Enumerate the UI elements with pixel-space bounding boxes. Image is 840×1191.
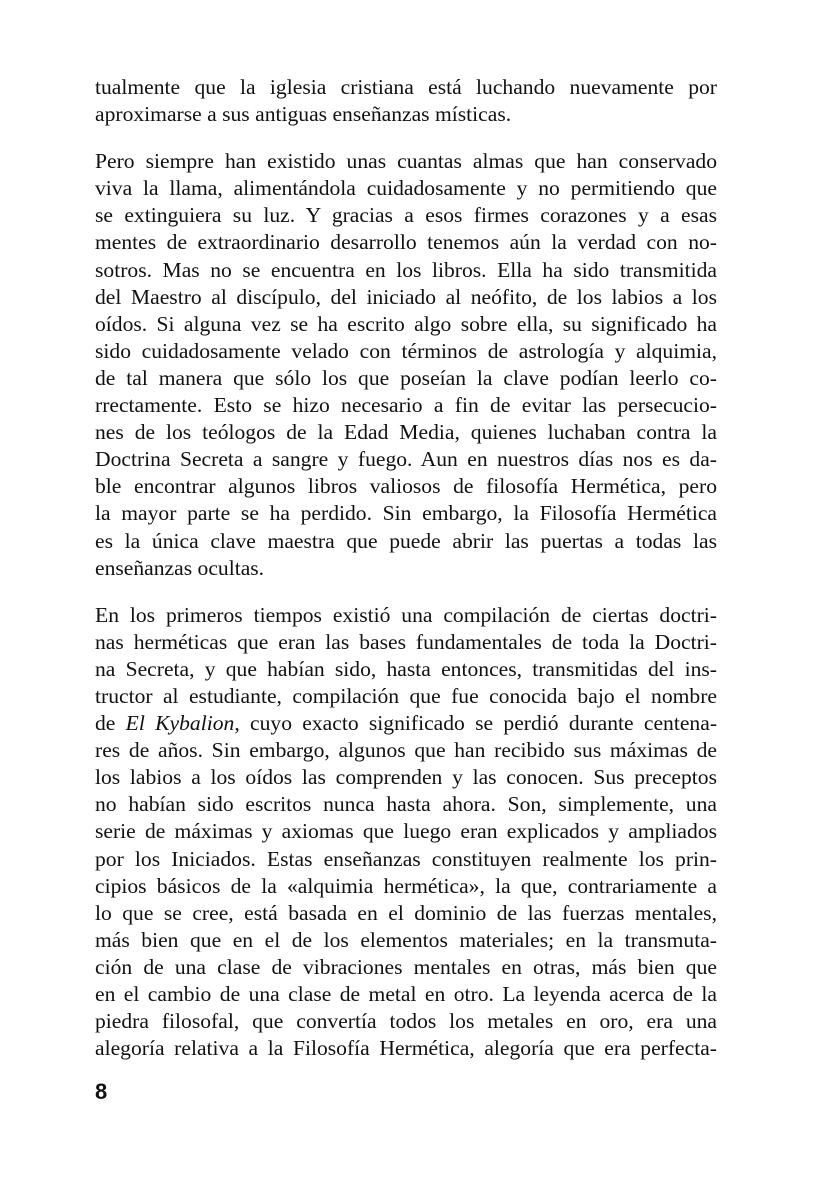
text-line: se extinguiera su luz. Y gracias a esos firmes corazones y a esas [95,203,717,228]
body-text [95,74,717,1062]
text-line: aproximarse a sus antiguas enseñanzas místicas. [95,102,512,127]
text-line-end: , cuyo exacto significado se perdió durante centena- [234,711,718,736]
text-line: los labios a los oídos las comprenden y las conocen. Sus preceptos [95,765,717,790]
text-line: cipios básicos de la «alquimia hermética», la que, contrariamente a [95,873,717,898]
text-line: rrectamente. Esto se hizo necesario a fin de evitar las persecucio- [95,393,717,418]
text-line-start: de [95,711,126,736]
page-number: 8 [95,1079,108,1104]
text-line: nas herméticas que eran las bases fundamentales de toda la Doctri- [95,629,717,654]
text-line: Pero siempre han existido unas cuantas almas que han conservado [95,149,717,174]
text-line: enseñanzas ocultas. [95,555,265,580]
text-line: piedra filosofal, que convertía todos los metales en oro, era una [95,1009,717,1034]
text-line: es la única clave maestra que puede abrir las puertas a todas las [95,528,717,553]
text-line: nes de los teólogos de la Edad Media, quienes luchaban contra la [95,420,717,445]
text-line: mentes de extraordinario desarrollo tenemos aún la verdad con no- [95,230,717,255]
text-line: más bien que en el de los elementos materiales; en la transmuta- [95,927,717,952]
paragraph [95,148,717,582]
text-line: serie de máximas y axiomas que luego eran explicados y ampliados [95,819,717,844]
text-line: no habían sido escritos nunca hasta ahora. Son, simplemente, una [95,792,717,817]
book-title: El Kybalion [125,711,235,736]
text-line: res de años. Sin embargo, algunos que han recibido sus máximas de [95,738,717,763]
text-line: sido cuidadosamente velado con términos de astrología y alquimia, [95,338,717,363]
text-line: por los Iniciados. Estas enseñanzas constituyen realmente los prin- [95,846,717,871]
text-line: sotros. Mas no se encuentra en los libros. Ella ha sido transmitida [95,257,717,282]
text-line: lo que se cree, está basada en el dominio de las fuerzas mentales, [95,900,717,925]
text-line: tructor al estudiante, compilación que fue conocida bajo el nombre [95,683,717,708]
text-line: en el cambio de una clase de metal en otro. La leyenda acerca de la [95,982,717,1006]
text-line: viva la llama, alimentándola cuidadosamente y no permitiendo que [95,176,717,201]
text-line: del Maestro al discípulo, del iniciado al neófito, de los labios a los [95,284,717,309]
text-line: ción de una clase de vibraciones mentales en otras, más bien que [95,954,717,979]
text-line: En los primeros tiempos existió una compilación de ciertas doctri- [95,602,717,627]
paragraph [95,74,717,128]
paragraph [95,602,717,1063]
text-line: la mayor parte se ha perdido. Sin embargo, la Filosofía Hermética [95,501,717,526]
text-line: Doctrina Secreta a sangre y fuego. Aun en nuestros días nos es da- [95,447,717,472]
text-line: na Secreta, y que habían sido, hasta entonces, transmitidas del ins- [95,656,717,681]
text-line [95,710,717,737]
text-line: tualmente que la iglesia cristiana está luchando nuevamente por [95,75,717,99]
text-line: oídos. Si alguna vez se ha escrito algo sobre ella, su significado ha [95,311,717,336]
text-line: alegoría relativa a la Filosofía Hermética, alegoría que era perfecta- [95,1036,717,1061]
text-line: de tal manera que sólo los que poseían la clave podían leerlo co- [95,365,717,390]
text-line: ble encontrar algunos libros valiosos de filosofía Hermética, pero [95,474,717,499]
